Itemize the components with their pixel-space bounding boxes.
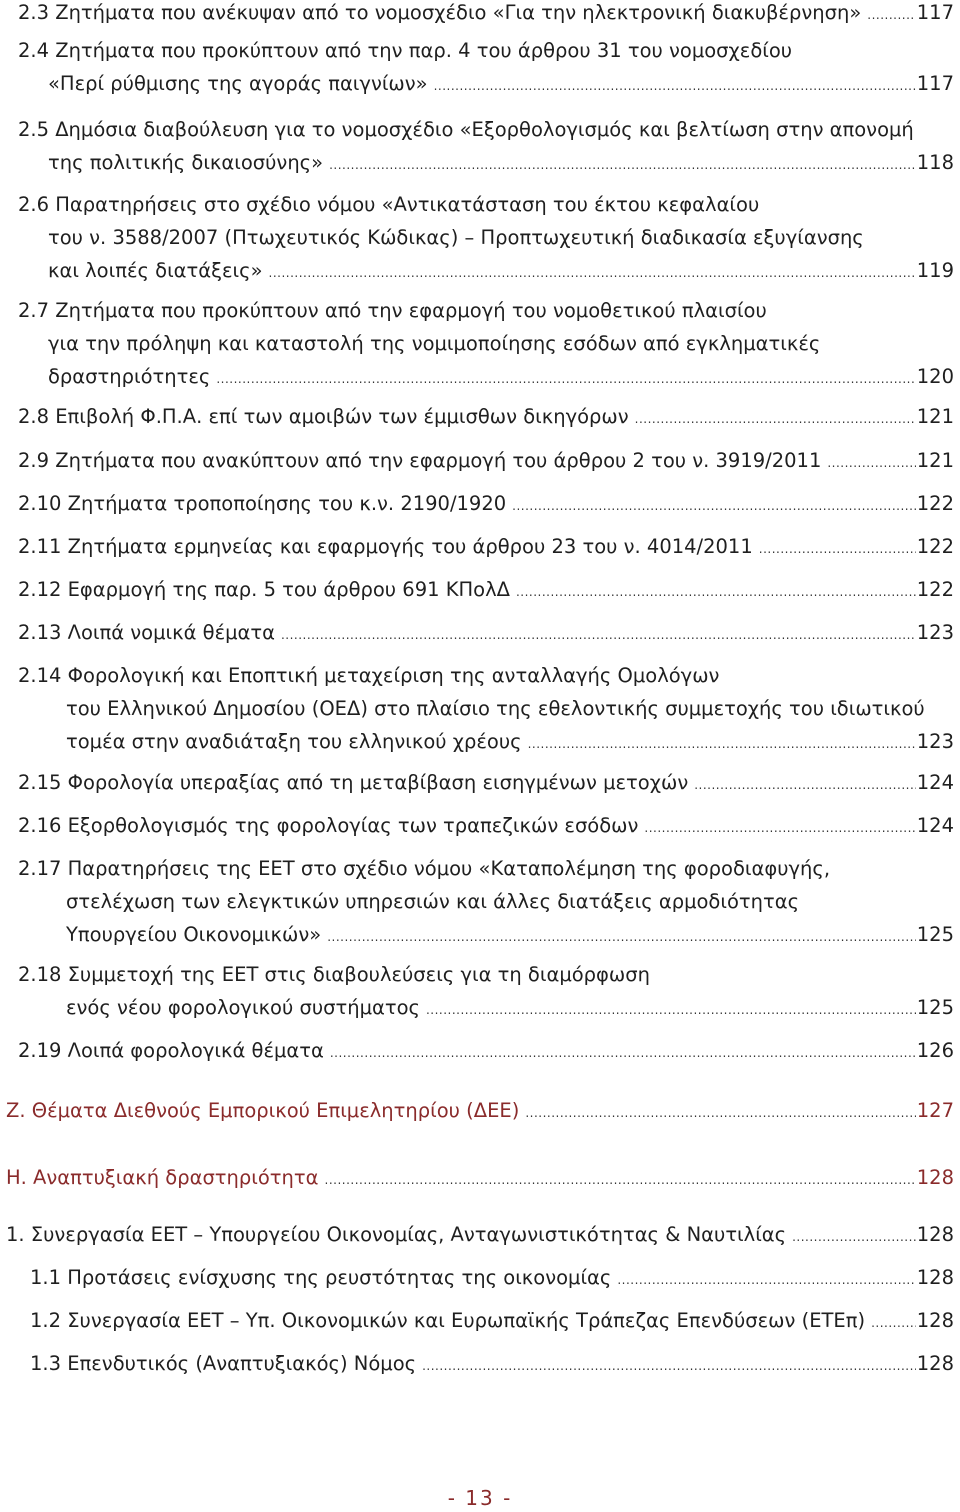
toc-page-number: 121	[916, 405, 954, 428]
dot-leader	[871, 1310, 916, 1336]
toc-entry-title: 2.6 Παρατηρήσεις στο σχέδιο νόμου «Αντικατάσταση του έκτου κεφαλαίου	[18, 193, 760, 216]
toc-page-number: 125	[916, 923, 954, 946]
dot-leader	[329, 152, 916, 178]
dot-leader	[325, 1167, 916, 1193]
toc-entry-title: 2.18 Συμμετοχή της ΕΕΤ στις διαβουλεύσεις για τη διαμόρφωση	[18, 963, 650, 986]
toc-entry-title: 2.14 Φορολογική και Εποπτική μεταχείριση της ανταλλαγής Ομολόγων	[18, 664, 720, 687]
toc-page-number: 128	[916, 1223, 954, 1246]
toc-entry-title: 1. Συνεργασία ΕΕΤ – Υπουργείου Οικονομίας, Ανταγωνιστικότητας & Ναυτιλίας	[6, 1223, 787, 1246]
dot-leader	[827, 450, 915, 476]
toc-page-number: 122	[916, 535, 954, 558]
dot-leader	[330, 1040, 916, 1066]
toc-page-number: 128	[916, 1352, 954, 1375]
toc-entry-title: Η. Αναπτυξιακή δραστηριότητα	[6, 1166, 319, 1189]
dot-leader	[422, 1353, 916, 1379]
toc-entry-title: 2.10 Ζητήματα τροποποίησης του κ.ν. 2190/1920	[18, 492, 507, 515]
toc-page-number: 124	[916, 771, 954, 794]
toc-entry-title: 1.3 Επενδυτικός (Αναπτυξιακός) Νόμος	[30, 1352, 417, 1375]
toc-page-number: 123	[916, 730, 954, 753]
toc-page-number: 122	[916, 578, 954, 601]
toc-entry-title: Ζ. Θέματα Διεθνούς Εμπορικού Επιμελητηρίου (ΔΕΕ)	[6, 1099, 520, 1122]
dot-leader	[269, 260, 916, 286]
toc-page-number: 119	[916, 259, 954, 282]
dot-leader	[512, 493, 916, 519]
toc-entry-title: της πολιτικής δικαιοσύνης»	[48, 151, 324, 174]
toc-page-number: 124	[916, 814, 954, 837]
toc-page-number: 117	[916, 72, 954, 95]
toc-entry-title: 1.2 Συνεργασία ΕΕΤ – Υπ. Οικονομικών και Ευρωπαϊκής Τράπεζας Επενδύσεων (ΕΤΕπ)	[30, 1309, 866, 1332]
toc-entry-title: του Ελληνικού Δημοσίου (ΟΕΔ) στο πλαίσιο της εθελοντικής συμμετοχής του ιδιωτικού	[66, 697, 925, 720]
toc-entry-title: ενός νέου φορολογικού συστήματος	[66, 996, 420, 1019]
dot-leader	[516, 579, 916, 605]
dot-leader	[644, 815, 915, 841]
toc-page-number: 123	[916, 621, 954, 644]
toc-page-number: 117	[916, 1, 954, 24]
dot-leader	[528, 731, 916, 757]
dot-leader	[281, 622, 916, 648]
dot-leader	[525, 1100, 915, 1126]
toc-entry-title: 2.9 Ζητήματα που ανακύπτουν από την εφαρμογή του άρθρου 2 του ν. 3919/2011	[18, 449, 822, 472]
dot-leader	[635, 406, 916, 432]
toc-entry-title: 2.19 Λοιπά φορολογικά θέματα	[18, 1039, 324, 1062]
toc-entry-title: Υπουργείου Οικονομικών»	[66, 923, 322, 946]
toc-page-number: 120	[916, 365, 954, 388]
toc-entry-title: «Περί ρύθμισης της αγοράς παιγνίων»	[48, 72, 428, 95]
toc-entry-title: 2.3 Ζητήματα που ανέκυψαν από το νομοσχέδιο «Για την ηλεκτρονική διακυβέρνηση»	[18, 1, 862, 24]
toc-entry-title: 2.17 Παρατηρήσεις της ΕΕΤ στο σχέδιο νόμου «Καταπολέμηση της φοροδιαφυγής,	[18, 857, 831, 880]
toc-entry-title: 2.11 Ζητήματα ερμηνείας και εφαρμογής του άρθρου 23 του ν. 4014/2011	[18, 535, 753, 558]
dot-leader	[216, 366, 915, 392]
page-number: - 13 -	[447, 1486, 513, 1510]
toc-entry-title: 2.15 Φορολογία υπεραξίας από τη μεταβίβαση εισηγμένων μετοχών	[18, 771, 689, 794]
toc-entry-title: 2.12 Εφαρμογή της παρ. 5 του άρθρου 691 ΚΠολΔ	[18, 578, 510, 601]
toc-page-number: 128	[916, 1166, 954, 1189]
toc-entry-title: 2.7 Ζητήματα που προκύπτουν από την εφαρμογή του νομοθετικού πλαισίου	[18, 299, 767, 322]
toc-entry-title: δραστηριότητες	[48, 365, 211, 388]
dot-leader	[617, 1267, 915, 1293]
dot-leader	[759, 536, 916, 562]
toc-entry-title: 2.16 Εξορθολογισμός της φορολογίας των τραπεζικών εσόδων	[18, 814, 639, 837]
toc-entry-title: και λοιπές διατάξεις»	[48, 259, 263, 282]
toc-entry-title: στελέχωση των ελεγκτικών υπηρεσιών και άλλες διατάξεις αρμοδιότητας	[66, 890, 800, 913]
toc-entry-title: τομέα στην αναδιάταξη του ελληνικού χρέους	[66, 730, 522, 753]
toc-entry-title: 2.13 Λοιπά νομικά θέματα	[18, 621, 275, 644]
dot-leader	[867, 2, 916, 28]
toc-entry-title: του ν. 3588/2007 (Πτωχευτικός Κώδικας) – Προπτωχευτική διαδικασία εξυγίανσης	[48, 226, 864, 249]
toc-page-number: 128	[916, 1309, 954, 1332]
toc-entry-title: 1.1 Προτάσεις ενίσχυσης της ρευστότητας της οικονομίας	[30, 1266, 612, 1289]
toc-entry-title: για την πρόληψη και καταστολή της νομιμοποίησης εσόδων από εγκληματικές	[48, 332, 821, 355]
dot-leader	[694, 772, 916, 798]
toc-entry-title: 2.8 Επιβολή Φ.Π.Α. επί των αμοιβών των έμμισθων δικηγόρων	[18, 405, 629, 428]
toc-page-number: 122	[916, 492, 954, 515]
dot-leader	[426, 997, 916, 1023]
toc-page-number: 118	[916, 151, 954, 174]
dot-leader	[434, 73, 916, 99]
toc-page-number: 127	[916, 1099, 954, 1122]
toc-page-number: 125	[916, 996, 954, 1019]
toc-page-number: 121	[916, 449, 954, 472]
toc-page-number: 126	[916, 1039, 954, 1062]
toc-page-number: 128	[916, 1266, 954, 1289]
toc-entry-title: 2.5 Δημόσια διαβούλευση για το νομοσχέδιο «Εξορθολογισμός και βελτίωση στην απονομή	[18, 118, 914, 141]
toc-entry-title: 2.4 Ζητήματα που προκύπτουν από την παρ. 4 του άρθρου 31 του νομοσχεδίου	[18, 39, 793, 62]
dot-leader	[792, 1224, 916, 1250]
dot-leader	[327, 924, 916, 950]
